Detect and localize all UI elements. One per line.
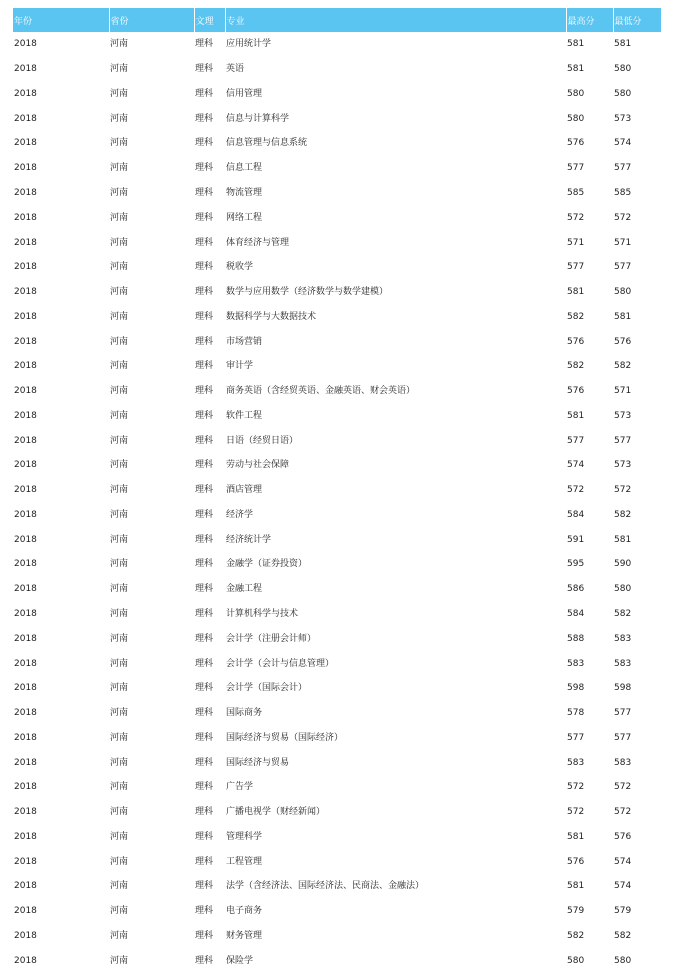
cell-max-score: 576 — [567, 386, 585, 397]
cell-major: 会计学（会计与信息管理） — [226, 658, 335, 669]
cell-max-score: 576 — [567, 336, 585, 347]
cell-type: 理科 — [195, 831, 214, 842]
cell-major: 会计学（注册会计师） — [226, 633, 317, 644]
cell-province: 河南 — [110, 584, 129, 595]
cell-max-score: 581 — [567, 881, 585, 892]
cell-type: 理科 — [195, 336, 214, 347]
cell-major: 电子商务 — [226, 906, 263, 917]
cell-type: 理科 — [195, 608, 214, 619]
table-row — [13, 552, 661, 577]
cell-province: 河南 — [110, 187, 129, 198]
header-type: 文理 — [194, 8, 225, 32]
table-row — [13, 131, 661, 156]
cell-min-score: 583 — [614, 633, 632, 644]
table-row — [13, 750, 661, 775]
cell-min-score: 574 — [614, 138, 632, 149]
table-row — [13, 156, 661, 181]
table-row — [13, 478, 661, 503]
table-row — [13, 181, 661, 206]
cell-province: 河南 — [110, 807, 129, 818]
cell-year: 2018 — [14, 39, 37, 50]
cell-type: 理科 — [195, 782, 214, 793]
cell-major: 审计学 — [226, 361, 254, 372]
header-year: 年份 — [13, 8, 109, 32]
cell-major: 管理科学 — [226, 831, 263, 842]
cell-type: 理科 — [195, 460, 214, 471]
table-row — [13, 676, 661, 701]
header-min-score: 最低分 — [613, 8, 661, 32]
cell-province: 河南 — [110, 608, 129, 619]
cell-type: 理科 — [195, 361, 214, 372]
cell-type: 理科 — [195, 509, 214, 520]
cell-type: 理科 — [195, 732, 214, 743]
cell-year: 2018 — [14, 559, 37, 570]
cell-min-score: 576 — [614, 831, 632, 842]
table-row — [13, 32, 661, 57]
cell-max-score: 577 — [567, 732, 585, 743]
cell-max-score: 583 — [567, 757, 585, 768]
cell-province: 河南 — [110, 386, 129, 397]
cell-year: 2018 — [14, 509, 37, 520]
cell-min-score: 577 — [614, 435, 632, 446]
cell-min-score: 572 — [614, 782, 632, 793]
cell-major: 商务英语（含经贸英语、金融英语、财会英语） — [226, 386, 416, 397]
cell-province: 河南 — [110, 906, 129, 917]
table-row — [13, 775, 661, 800]
cell-province: 河南 — [110, 138, 129, 149]
cell-type: 理科 — [195, 163, 214, 174]
cell-max-score: 598 — [567, 683, 585, 694]
cell-min-score: 572 — [614, 485, 632, 496]
cell-min-score: 577 — [614, 262, 632, 273]
cell-max-score: 574 — [567, 460, 585, 471]
cell-max-score: 579 — [567, 906, 585, 917]
cell-major: 金融工程 — [226, 584, 263, 595]
cell-max-score: 576 — [567, 138, 585, 149]
cell-min-score: 590 — [614, 559, 632, 570]
cell-major: 应用统计学 — [226, 39, 272, 50]
cell-type: 理科 — [195, 955, 214, 966]
cell-type: 理科 — [195, 138, 214, 149]
cell-min-score: 572 — [614, 212, 632, 223]
cell-min-score: 582 — [614, 930, 632, 941]
table-row — [13, 503, 661, 528]
cell-min-score: 573 — [614, 113, 632, 124]
cell-major: 日语（经贸日语） — [226, 435, 299, 446]
cell-year: 2018 — [14, 831, 37, 842]
cell-year: 2018 — [14, 658, 37, 669]
cell-max-score: 591 — [567, 534, 585, 545]
cell-province: 河南 — [110, 658, 129, 669]
cell-year: 2018 — [14, 732, 37, 743]
table-row — [13, 602, 661, 627]
cell-province: 河南 — [110, 88, 129, 99]
cell-major: 国际经济与贸易 — [226, 757, 290, 768]
cell-major: 工程管理 — [226, 856, 263, 867]
cell-max-score: 580 — [567, 113, 585, 124]
cell-min-score: 580 — [614, 955, 632, 966]
cell-major: 软件工程 — [226, 410, 263, 421]
cell-type: 理科 — [195, 906, 214, 917]
cell-year: 2018 — [14, 708, 37, 719]
cell-province: 河南 — [110, 336, 129, 347]
cell-province: 河南 — [110, 831, 129, 842]
table-body — [13, 32, 661, 973]
cell-major: 信息管理与信息系统 — [226, 138, 308, 149]
cell-type: 理科 — [195, 485, 214, 496]
cell-min-score: 577 — [614, 732, 632, 743]
cell-year: 2018 — [14, 187, 37, 198]
cell-year: 2018 — [14, 410, 37, 421]
table-row — [13, 428, 661, 453]
table-row — [13, 403, 661, 428]
table-row — [13, 82, 661, 107]
header-max-score: 最高分 — [566, 8, 613, 32]
cell-year: 2018 — [14, 881, 37, 892]
cell-type: 理科 — [195, 683, 214, 694]
cell-max-score: 572 — [567, 485, 585, 496]
table-row — [13, 899, 661, 924]
cell-max-score: 572 — [567, 212, 585, 223]
cell-max-score: 595 — [567, 559, 585, 570]
cell-min-score: 573 — [614, 410, 632, 421]
cell-type: 理科 — [195, 708, 214, 719]
table-row — [13, 106, 661, 131]
cell-min-score: 585 — [614, 187, 632, 198]
cell-min-score: 582 — [614, 509, 632, 520]
cell-min-score: 580 — [614, 88, 632, 99]
table-row — [13, 948, 661, 973]
cell-max-score: 585 — [567, 187, 585, 198]
header-province: 省份 — [109, 8, 194, 32]
cell-max-score: 581 — [567, 410, 585, 421]
cell-major: 数据科学与大数据技术 — [226, 311, 317, 322]
cell-type: 理科 — [195, 287, 214, 298]
cell-max-score: 584 — [567, 509, 585, 520]
table-row — [13, 354, 661, 379]
cell-type: 理科 — [195, 633, 214, 644]
table-row — [13, 626, 661, 651]
cell-province: 河南 — [110, 633, 129, 644]
cell-major: 广告学 — [226, 782, 254, 793]
cell-type: 理科 — [195, 757, 214, 768]
table-row — [13, 651, 661, 676]
cell-year: 2018 — [14, 237, 37, 248]
cell-year: 2018 — [14, 807, 37, 818]
cell-max-score: 584 — [567, 608, 585, 619]
cell-type: 理科 — [195, 113, 214, 124]
cell-type: 理科 — [195, 386, 214, 397]
cell-max-score: 582 — [567, 311, 585, 322]
cell-max-score: 581 — [567, 64, 585, 75]
cell-province: 河南 — [110, 311, 129, 322]
cell-min-score: 598 — [614, 683, 632, 694]
cell-year: 2018 — [14, 683, 37, 694]
cell-max-score: 581 — [567, 831, 585, 842]
cell-province: 河南 — [110, 39, 129, 50]
cell-min-score: 581 — [614, 311, 632, 322]
cell-type: 理科 — [195, 410, 214, 421]
cell-major: 英语 — [226, 64, 245, 75]
cell-province: 河南 — [110, 237, 129, 248]
cell-major: 会计学（国际会计） — [226, 683, 308, 694]
cell-min-score: 572 — [614, 807, 632, 818]
cell-major: 信用管理 — [226, 88, 263, 99]
cell-type: 理科 — [195, 658, 214, 669]
cell-major: 酒店管理 — [226, 485, 263, 496]
table-row — [13, 800, 661, 825]
cell-min-score: 573 — [614, 460, 632, 471]
cell-type: 理科 — [195, 435, 214, 446]
cell-major: 经济统计学 — [226, 534, 272, 545]
cell-province: 河南 — [110, 262, 129, 273]
table-row — [13, 577, 661, 602]
cell-major: 物流管理 — [226, 187, 263, 198]
admission-scores-table — [13, 8, 661, 973]
cell-min-score: 571 — [614, 386, 632, 397]
cell-year: 2018 — [14, 386, 37, 397]
cell-year: 2018 — [14, 163, 37, 174]
cell-min-score: 583 — [614, 658, 632, 669]
cell-min-score: 580 — [614, 287, 632, 298]
cell-province: 河南 — [110, 559, 129, 570]
cell-province: 河南 — [110, 732, 129, 743]
cell-major: 劳动与社会保障 — [226, 460, 290, 471]
cell-min-score: 582 — [614, 361, 632, 372]
header-row — [13, 8, 661, 32]
cell-year: 2018 — [14, 633, 37, 644]
cell-province: 河南 — [110, 460, 129, 471]
cell-province: 河南 — [110, 683, 129, 694]
table-row — [13, 825, 661, 850]
cell-min-score: 581 — [614, 534, 632, 545]
table-row — [13, 205, 661, 230]
cell-year: 2018 — [14, 906, 37, 917]
cell-year: 2018 — [14, 64, 37, 75]
cell-year: 2018 — [14, 485, 37, 496]
cell-province: 河南 — [110, 509, 129, 520]
header-major: 专业 — [225, 8, 566, 32]
cell-type: 理科 — [195, 559, 214, 570]
cell-major: 国际经济与贸易（国际经济） — [226, 732, 344, 743]
cell-major: 财务管理 — [226, 930, 263, 941]
cell-type: 理科 — [195, 807, 214, 818]
cell-year: 2018 — [14, 336, 37, 347]
cell-major: 市场营销 — [226, 336, 263, 347]
cell-year: 2018 — [14, 311, 37, 322]
cell-type: 理科 — [195, 39, 214, 50]
cell-min-score: 577 — [614, 163, 632, 174]
cell-year: 2018 — [14, 757, 37, 768]
table-row — [13, 304, 661, 329]
cell-province: 河南 — [110, 64, 129, 75]
cell-max-score: 581 — [567, 287, 585, 298]
cell-type: 理科 — [195, 237, 214, 248]
cell-province: 河南 — [110, 881, 129, 892]
table-row — [13, 527, 661, 552]
cell-type: 理科 — [195, 584, 214, 595]
cell-min-score: 574 — [614, 856, 632, 867]
cell-min-score: 582 — [614, 608, 632, 619]
cell-year: 2018 — [14, 88, 37, 99]
cell-type: 理科 — [195, 930, 214, 941]
cell-province: 河南 — [110, 212, 129, 223]
cell-province: 河南 — [110, 757, 129, 768]
table-row — [13, 701, 661, 726]
cell-max-score: 580 — [567, 88, 585, 99]
table-row — [13, 329, 661, 354]
cell-min-score: 579 — [614, 906, 632, 917]
cell-max-score: 586 — [567, 584, 585, 595]
cell-major: 数学与应用数学（经济数学与数学建模） — [226, 287, 389, 298]
table-row — [13, 849, 661, 874]
cell-province: 河南 — [110, 410, 129, 421]
table-row — [13, 255, 661, 280]
cell-min-score: 580 — [614, 64, 632, 75]
cell-type: 理科 — [195, 534, 214, 545]
cell-type: 理科 — [195, 64, 214, 75]
table-row — [13, 57, 661, 82]
cell-max-score: 583 — [567, 658, 585, 669]
table-row — [13, 230, 661, 255]
cell-year: 2018 — [14, 287, 37, 298]
cell-type: 理科 — [195, 856, 214, 867]
cell-type: 理科 — [195, 311, 214, 322]
cell-year: 2018 — [14, 138, 37, 149]
cell-major: 金融学（证券投资） — [226, 559, 308, 570]
cell-province: 河南 — [110, 361, 129, 372]
cell-province: 河南 — [110, 955, 129, 966]
cell-major: 国际商务 — [226, 708, 263, 719]
cell-max-score: 580 — [567, 955, 585, 966]
cell-major: 信息工程 — [226, 163, 263, 174]
cell-min-score: 583 — [614, 757, 632, 768]
table-row — [13, 874, 661, 899]
cell-province: 河南 — [110, 534, 129, 545]
table-row — [13, 379, 661, 404]
cell-max-score: 578 — [567, 708, 585, 719]
cell-type: 理科 — [195, 187, 214, 198]
cell-min-score: 576 — [614, 336, 632, 347]
cell-max-score: 577 — [567, 163, 585, 174]
cell-year: 2018 — [14, 361, 37, 372]
cell-major: 信息与计算科学 — [226, 113, 290, 124]
table-row — [13, 453, 661, 478]
cell-province: 河南 — [110, 782, 129, 793]
cell-max-score: 577 — [567, 435, 585, 446]
cell-max-score: 577 — [567, 262, 585, 273]
cell-type: 理科 — [195, 212, 214, 223]
cell-province: 河南 — [110, 113, 129, 124]
cell-major: 网络工程 — [226, 212, 263, 223]
cell-major: 税收学 — [226, 262, 254, 273]
cell-type: 理科 — [195, 262, 214, 273]
cell-province: 河南 — [110, 708, 129, 719]
table-row — [13, 725, 661, 750]
cell-year: 2018 — [14, 930, 37, 941]
cell-type: 理科 — [195, 881, 214, 892]
cell-province: 河南 — [110, 930, 129, 941]
cell-province: 河南 — [110, 163, 129, 174]
cell-year: 2018 — [14, 955, 37, 966]
cell-province: 河南 — [110, 435, 129, 446]
cell-min-score: 577 — [614, 708, 632, 719]
cell-major: 保险学 — [226, 955, 254, 966]
cell-year: 2018 — [14, 534, 37, 545]
cell-max-score: 571 — [567, 237, 585, 248]
table-row — [13, 280, 661, 305]
cell-max-score: 582 — [567, 930, 585, 941]
table-row — [13, 924, 661, 949]
cell-year: 2018 — [14, 262, 37, 273]
cell-year: 2018 — [14, 584, 37, 595]
cell-type: 理科 — [195, 88, 214, 99]
cell-min-score: 581 — [614, 39, 632, 50]
cell-max-score: 572 — [567, 807, 585, 818]
cell-max-score: 572 — [567, 782, 585, 793]
cell-province: 河南 — [110, 485, 129, 496]
cell-max-score: 588 — [567, 633, 585, 644]
cell-major: 法学（含经济法、国际经济法、民商法、金融法） — [226, 881, 425, 892]
cell-year: 2018 — [14, 460, 37, 471]
cell-province: 河南 — [110, 287, 129, 298]
cell-major: 体育经济与管理 — [226, 237, 290, 248]
cell-year: 2018 — [14, 435, 37, 446]
cell-major: 计算机科学与技术 — [226, 608, 299, 619]
cell-max-score: 576 — [567, 856, 585, 867]
cell-max-score: 581 — [567, 39, 585, 50]
cell-major: 广播电视学（财经新闻） — [226, 807, 326, 818]
cell-min-score: 571 — [614, 237, 632, 248]
cell-year: 2018 — [14, 856, 37, 867]
cell-year: 2018 — [14, 782, 37, 793]
cell-year: 2018 — [14, 113, 37, 124]
cell-max-score: 582 — [567, 361, 585, 372]
cell-year: 2018 — [14, 212, 37, 223]
cell-major: 经济学 — [226, 509, 254, 520]
cell-province: 河南 — [110, 856, 129, 867]
cell-min-score: 574 — [614, 881, 632, 892]
cell-min-score: 580 — [614, 584, 632, 595]
cell-year: 2018 — [14, 608, 37, 619]
